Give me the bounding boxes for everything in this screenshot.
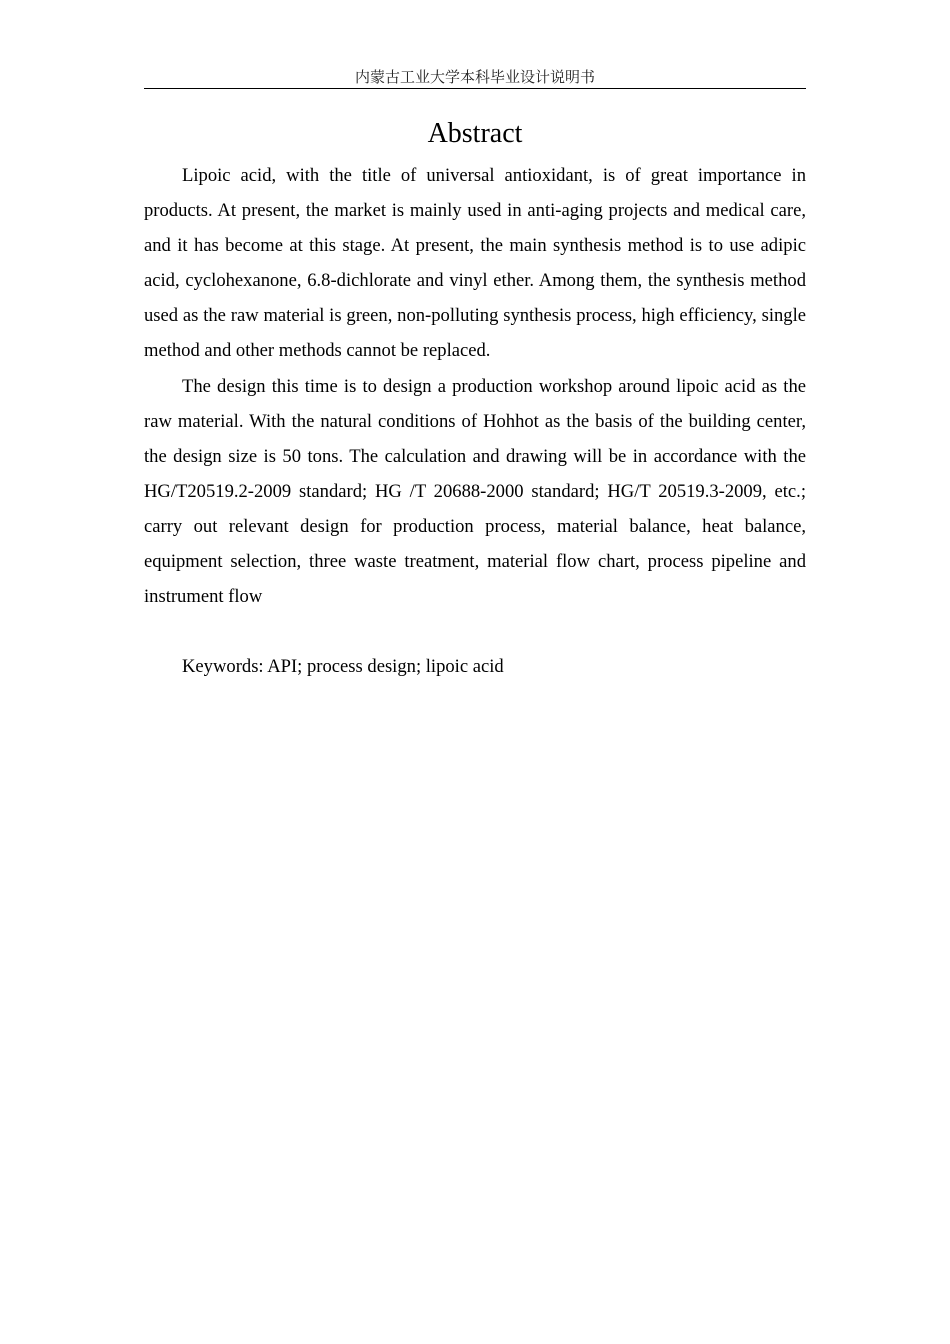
abstract-body	[144, 158, 806, 684]
abstract-paragraph-2: The design this time is to design a production workshop around lipoic acid as the raw material. With the natural conditions of Hohhot as the basis of the building center, the design size is 50 tons. The calculation and drawing will be in accordance with the HG/T20519.2-2009 standard; HG /T 20688-2000 standard; HG/T 20519.3-2009, etc.; carry out relevant design for production process, material balance, heat balance, equipment selection, three waste treatment, material flow chart, process pipeline and instrument flow	[144, 375, 806, 608]
abstract-title: Abstract	[427, 118, 523, 149]
header-rule	[144, 88, 806, 89]
keywords-line: Keywords: API; process design; lipoic acid	[182, 656, 504, 678]
abstract-paragraph-1: Lipoic acid, with the title of universal antioxidant, is of great importance in products. At present, the market is mainly used in anti-aging projects and medical care, and it has become at this stage. At present, the main synthesis method is to use adipic acid, cyclohexanone, 6.8-dichlorate and vinyl ether. Among them, the synthesis method used as the raw material is green, non-polluting synthesis process, high efficiency, single method and other methods cannot be replaced.	[144, 165, 806, 362]
running-header: 内蒙古工业大学本科毕业设计说明书	[354, 68, 595, 86]
